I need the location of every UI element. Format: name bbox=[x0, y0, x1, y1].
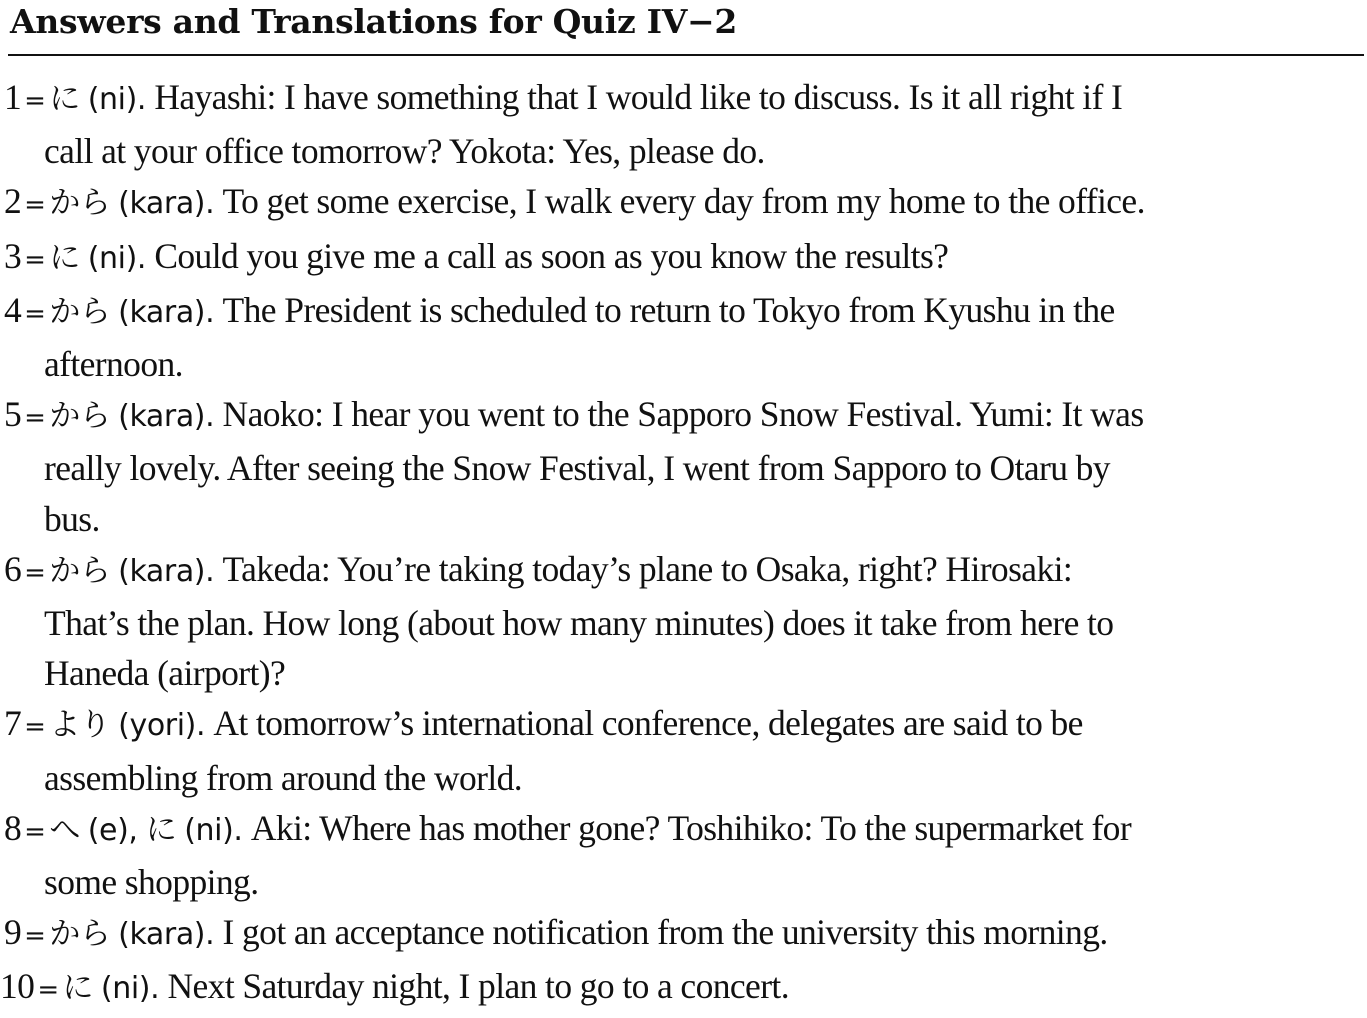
answer-list bbox=[0, 72, 1367, 1016]
answer-item bbox=[0, 698, 1367, 802]
particle-kana: に bbox=[49, 81, 80, 117]
answer-item bbox=[0, 961, 1367, 1015]
particle-romaji: (kara). bbox=[118, 399, 215, 435]
translation-line: some shopping. bbox=[44, 862, 259, 903]
particle-kana: より bbox=[49, 707, 111, 744]
answer-item bbox=[0, 72, 1367, 176]
translation-line: bus. bbox=[44, 498, 100, 539]
particle-kana: へ bbox=[49, 811, 80, 848]
particle-romaji: (e), bbox=[87, 812, 138, 848]
equals-sign: = bbox=[24, 86, 46, 116]
equals-sign: = bbox=[24, 298, 46, 329]
particle-romaji: (kara). bbox=[118, 553, 215, 589]
equals-sign: = bbox=[24, 921, 46, 952]
equals-sign: = bbox=[37, 975, 59, 1006]
answer-number: 4 bbox=[4, 289, 22, 330]
translation-line: Hayashi: I have something that I would like to discuss. Is it all right if I bbox=[154, 77, 1123, 117]
translation-line: That’s the plan. How long (about how many minutes) does it take from here to bbox=[44, 603, 1114, 644]
answer-item bbox=[0, 544, 1367, 699]
answer-number: 1 bbox=[4, 77, 22, 117]
answer-item bbox=[0, 285, 1367, 389]
particle-kana-second: に bbox=[145, 811, 177, 848]
answer-number: 5 bbox=[4, 394, 22, 435]
title-divider bbox=[8, 54, 1364, 56]
translation-line: At tomorrow’s international conference, delegates are said to be bbox=[213, 703, 1083, 744]
translation-line: Aki: Where has mother gone? Toshihiko: To the supermarket for bbox=[250, 807, 1132, 848]
translation-line: I got an acceptance notification from the university this morning. bbox=[222, 912, 1108, 953]
particle-kana: から bbox=[49, 185, 111, 222]
translation-line: The President is scheduled to return to Tokyo from Kyushu in the bbox=[222, 289, 1115, 330]
particle-kana: に bbox=[62, 970, 93, 1007]
translation-line: call at your office tomorrow? Yokota: Yes, please do. bbox=[44, 131, 765, 172]
particle-kana: から bbox=[49, 398, 111, 435]
answer-number: 6 bbox=[4, 548, 22, 589]
particle-romaji: (kara). bbox=[118, 917, 215, 953]
particle-romaji: (kara). bbox=[118, 294, 215, 330]
answer-number: 8 bbox=[4, 807, 22, 848]
translation-line: Haneda (airport)? bbox=[44, 653, 286, 694]
answer-number: 7 bbox=[4, 703, 22, 744]
translation-line: To get some exercise, I walk every day from my home to the office. bbox=[222, 181, 1145, 222]
answer-item bbox=[0, 176, 1367, 230]
translation-line: afternoon. bbox=[44, 344, 183, 385]
answer-number: 9 bbox=[4, 912, 22, 953]
particle-kana: から bbox=[49, 916, 111, 953]
translation-line: Takeda: You’re taking today’s plane to Osaka, right? Hirosaki: bbox=[222, 548, 1073, 589]
particle-kana: に bbox=[49, 239, 80, 276]
equals-sign: = bbox=[24, 712, 46, 743]
translation-line: really lovely. After seeing the Snow Festival, I went from Sapporo to Otaru by bbox=[44, 448, 1110, 489]
answer-item bbox=[0, 389, 1367, 544]
answer-number: 3 bbox=[4, 235, 22, 276]
equals-sign: = bbox=[24, 816, 46, 847]
particle-kana: から bbox=[49, 293, 111, 330]
translation-line: Naoko: I hear you went to the Sapporo Snow Festival. Yumi: It was bbox=[222, 394, 1144, 435]
equals-sign: = bbox=[24, 403, 46, 434]
answer-number: 10 bbox=[0, 966, 35, 1007]
translation-line: Next Saturday night, I plan to go to a concert. bbox=[167, 966, 789, 1007]
particle-romaji: (ni). bbox=[100, 971, 160, 1007]
equals-sign: = bbox=[24, 244, 46, 275]
particle-romaji: (ni). bbox=[87, 82, 147, 117]
equals-sign: = bbox=[24, 190, 46, 221]
particle-romaji: (ni). bbox=[87, 240, 147, 276]
translation-line: Could you give me a call as soon as you know the results? bbox=[154, 235, 949, 276]
particle-romaji-second: (ni). bbox=[184, 812, 243, 848]
answer-item bbox=[0, 907, 1367, 961]
answer-item bbox=[0, 231, 1367, 285]
answer-number: 2 bbox=[4, 181, 22, 222]
answer-item bbox=[0, 803, 1367, 907]
page-title: Answers and Translations for Quiz IV−2 bbox=[10, 2, 738, 41]
particle-romaji: (yori). bbox=[118, 708, 206, 744]
particle-romaji: (kara). bbox=[118, 186, 215, 222]
translation-line: assembling from around the world. bbox=[44, 757, 523, 798]
equals-sign: = bbox=[24, 557, 46, 588]
particle-kana: から bbox=[49, 552, 111, 589]
